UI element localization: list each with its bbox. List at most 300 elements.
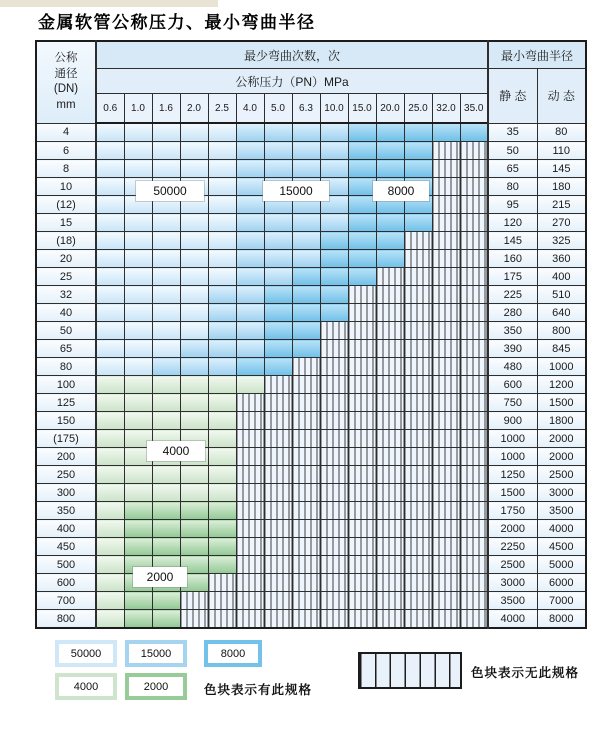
cell-no-spec	[432, 502, 460, 520]
cell-cycles-15000	[208, 286, 236, 304]
dynamic-value-cell: 2000	[537, 448, 586, 466]
cell-no-spec	[348, 358, 376, 376]
pressure-header-cell: 20.0	[376, 94, 404, 124]
cell-no-spec	[320, 340, 348, 358]
cell-no-spec	[460, 268, 488, 286]
cell-no-spec	[320, 484, 348, 502]
cell-cycles-50000	[124, 142, 152, 160]
cell-no-spec	[292, 520, 320, 538]
cell-no-spec	[264, 376, 292, 394]
cell-no-spec	[432, 304, 460, 322]
static-value-cell: 1750	[488, 502, 537, 520]
dn-cell: 350	[36, 502, 96, 520]
cell-no-spec	[432, 142, 460, 160]
pressure-header-cell: 10.0	[320, 94, 348, 124]
cell-no-spec	[348, 466, 376, 484]
cell-no-spec	[432, 340, 460, 358]
dn-cell: 20	[36, 250, 96, 268]
legend-swatch-2000	[125, 673, 187, 700]
table-row	[36, 412, 586, 430]
cell-cycles-2000	[208, 520, 236, 538]
cell-cycles-2000	[152, 538, 180, 556]
cell-cycles-15000	[320, 142, 348, 160]
cell-no-spec	[320, 376, 348, 394]
dn-cell: 700	[36, 592, 96, 610]
static-value-cell: 350	[488, 322, 537, 340]
cell-no-spec	[432, 178, 460, 196]
cell-cycles-8000	[320, 304, 348, 322]
table-row	[36, 286, 586, 304]
cell-no-spec	[292, 610, 320, 629]
cell-no-spec	[376, 538, 404, 556]
cell-no-spec	[404, 556, 432, 574]
table-row	[36, 340, 586, 358]
dn-cell: 500	[36, 556, 96, 574]
dn-cell: (175)	[36, 430, 96, 448]
pressure-header-cell: 25.0	[404, 94, 432, 124]
cell-no-spec	[376, 556, 404, 574]
dn-cell: 400	[36, 520, 96, 538]
cell-cycles-50000	[96, 232, 124, 250]
pressure-header-cell: 15.0	[348, 94, 376, 124]
cell-no-spec	[348, 610, 376, 629]
dn-cell: 4	[36, 123, 96, 142]
cell-cycles-50000	[152, 142, 180, 160]
static-value-cell: 3000	[488, 574, 537, 592]
cell-no-spec	[180, 610, 208, 629]
cell-cycles-8000	[292, 322, 320, 340]
cell-cycles-50000	[152, 268, 180, 286]
pressure-header-cell: 1.6	[152, 94, 180, 124]
cell-no-spec	[320, 592, 348, 610]
cell-no-spec	[320, 520, 348, 538]
cell-cycles-50000	[124, 358, 152, 376]
cell-no-spec	[432, 250, 460, 268]
legend-label-50000: 50000	[59, 644, 113, 663]
cell-no-spec	[320, 574, 348, 592]
cell-no-spec	[320, 448, 348, 466]
cell-no-spec	[264, 520, 292, 538]
pressure-header-cell: 6.3	[292, 94, 320, 124]
cell-cycles-50000	[208, 268, 236, 286]
dynamic-value-cell: 3500	[537, 502, 586, 520]
cell-no-spec	[320, 430, 348, 448]
cell-no-spec	[432, 322, 460, 340]
dn-cell: 40	[36, 304, 96, 322]
cell-no-spec	[236, 574, 264, 592]
cell-no-spec	[432, 412, 460, 430]
cell-cycles-8000	[264, 286, 292, 304]
cell-cycles-4000	[208, 484, 236, 502]
cell-no-spec	[292, 466, 320, 484]
static-value-cell: 390	[488, 340, 537, 358]
dynamic-value-cell: 1200	[537, 376, 586, 394]
cell-no-spec	[460, 556, 488, 574]
cell-cycles-15000	[236, 268, 264, 286]
cell-cycles-15000	[292, 160, 320, 178]
cell-cycles-2000	[124, 520, 152, 538]
cell-cycles-2000	[124, 592, 152, 610]
static-value-cell: 65	[488, 160, 537, 178]
cell-cycles-50000	[96, 196, 124, 214]
cell-cycles-8000	[292, 286, 320, 304]
cell-cycles-15000	[264, 160, 292, 178]
cell-cycles-50000	[124, 304, 152, 322]
cell-no-spec	[460, 340, 488, 358]
cell-no-spec	[460, 412, 488, 430]
static-value-cell: 600	[488, 376, 537, 394]
cell-cycles-50000	[124, 268, 152, 286]
pressure-header-cell: 2.5	[208, 94, 236, 124]
dn-cell: (12)	[36, 196, 96, 214]
static-value-cell: 1000	[488, 448, 537, 466]
static-value-cell: 175	[488, 268, 537, 286]
cell-cycles-4000	[180, 484, 208, 502]
cell-cycles-50000	[208, 178, 236, 196]
cell-cycles-15000	[236, 286, 264, 304]
cell-cycles-15000	[236, 214, 264, 232]
static-value-cell: 2250	[488, 538, 537, 556]
cell-no-spec	[460, 376, 488, 394]
legend-swatch-15000	[125, 640, 187, 667]
dynamic-value-cell: 2000	[537, 430, 586, 448]
cell-cycles-8000	[404, 160, 432, 178]
cell-cycles-50000	[96, 322, 124, 340]
cell-no-spec	[432, 196, 460, 214]
cell-no-spec	[460, 214, 488, 232]
cell-cycles-4000	[152, 466, 180, 484]
cell-no-spec	[432, 232, 460, 250]
cell-no-spec	[292, 448, 320, 466]
cell-no-spec	[264, 484, 292, 502]
cell-no-spec	[376, 286, 404, 304]
cell-cycles-4000	[208, 466, 236, 484]
table-row	[36, 214, 586, 232]
static-value-cell: 160	[488, 250, 537, 268]
cell-cycles-4000	[152, 394, 180, 412]
cell-no-spec	[348, 484, 376, 502]
static-value-cell: 225	[488, 286, 537, 304]
cell-no-spec	[320, 610, 348, 629]
cell-cycles-4000	[152, 484, 180, 502]
cell-cycles-2000	[180, 538, 208, 556]
legend-label-8000: 8000	[208, 644, 258, 663]
cell-no-spec	[432, 592, 460, 610]
cell-cycles-15000	[236, 232, 264, 250]
cell-no-spec	[348, 286, 376, 304]
cell-cycles-4000	[208, 394, 236, 412]
cell-no-spec	[292, 412, 320, 430]
cell-no-spec	[460, 484, 488, 502]
cell-no-spec	[432, 268, 460, 286]
cell-cycles-50000	[180, 286, 208, 304]
cell-no-spec	[460, 502, 488, 520]
dynamic-value-cell: 800	[537, 322, 586, 340]
cell-cycles-50000	[152, 286, 180, 304]
dynamic-value-cell: 6000	[537, 574, 586, 592]
cell-no-spec	[208, 592, 236, 610]
cycle-label-4000: 4000	[147, 441, 205, 461]
cell-cycles-15000	[180, 358, 208, 376]
cell-no-spec	[432, 160, 460, 178]
cell-cycles-8000	[348, 123, 376, 142]
cycles-header: 最少弯曲次数，次	[96, 41, 488, 69]
cell-no-spec	[264, 610, 292, 629]
cell-no-spec	[264, 412, 292, 430]
cell-no-spec	[292, 574, 320, 592]
cell-cycles-15000	[236, 160, 264, 178]
cell-cycles-8000	[348, 250, 376, 268]
table-row	[36, 160, 586, 178]
cell-no-spec	[432, 358, 460, 376]
legend-no-spec-swatch	[358, 652, 462, 689]
dynamic-value-cell: 640	[537, 304, 586, 322]
pressure-header-cell: 0.6	[96, 94, 124, 124]
cell-cycles-15000	[208, 340, 236, 358]
cell-no-spec	[264, 466, 292, 484]
table-row	[36, 574, 586, 592]
cell-cycles-50000	[96, 160, 124, 178]
cell-no-spec	[460, 520, 488, 538]
static-value-cell: 2000	[488, 520, 537, 538]
table-row	[36, 502, 586, 520]
cell-cycles-50000	[124, 286, 152, 304]
cell-no-spec	[404, 250, 432, 268]
cell-no-spec	[376, 502, 404, 520]
dn-cell: 65	[36, 340, 96, 358]
cell-no-spec	[348, 502, 376, 520]
cell-cycles-4000	[124, 412, 152, 430]
cell-cycles-4000	[96, 502, 124, 520]
cell-no-spec	[404, 394, 432, 412]
cell-cycles-15000	[236, 123, 264, 142]
cell-cycles-8000	[292, 340, 320, 358]
static-value-cell: 280	[488, 304, 537, 322]
cell-cycles-50000	[124, 214, 152, 232]
cell-cycles-8000	[376, 250, 404, 268]
cell-no-spec	[404, 574, 432, 592]
cell-no-spec	[236, 412, 264, 430]
cell-no-spec	[404, 232, 432, 250]
cell-no-spec	[292, 538, 320, 556]
cell-no-spec	[348, 304, 376, 322]
cell-cycles-4000	[180, 412, 208, 430]
cell-no-spec	[320, 538, 348, 556]
cell-no-spec	[460, 610, 488, 629]
cell-cycles-50000	[208, 160, 236, 178]
cell-cycles-15000	[292, 123, 320, 142]
cell-cycles-8000	[348, 178, 376, 196]
cell-cycles-4000	[236, 376, 264, 394]
cell-no-spec	[432, 214, 460, 232]
dn-cell: 10	[36, 178, 96, 196]
cell-cycles-4000	[208, 376, 236, 394]
dynamic-value-cell: 2500	[537, 466, 586, 484]
cell-cycles-15000	[208, 304, 236, 322]
cell-cycles-8000	[376, 214, 404, 232]
cell-no-spec	[348, 376, 376, 394]
legend-swatch-8000	[204, 640, 262, 667]
cell-cycles-8000	[460, 123, 488, 142]
cell-cycles-4000	[180, 394, 208, 412]
cell-no-spec	[404, 322, 432, 340]
cell-cycles-50000	[124, 340, 152, 358]
cell-no-spec	[432, 466, 460, 484]
legend-no-spec-note: 色块表示无此规格	[471, 666, 580, 680]
pressure-header-cell: 4.0	[236, 94, 264, 124]
cell-cycles-4000	[152, 376, 180, 394]
static-column-header: 静 态	[488, 69, 537, 124]
dn-cell: 450	[36, 538, 96, 556]
cell-cycles-2000	[152, 610, 180, 629]
cell-cycles-50000	[152, 340, 180, 358]
cell-cycles-2000	[180, 502, 208, 520]
cell-no-spec	[236, 430, 264, 448]
cell-cycles-15000	[264, 250, 292, 268]
cell-no-spec	[376, 466, 404, 484]
dynamic-value-cell: 80	[537, 123, 586, 142]
table-row	[36, 592, 586, 610]
cell-cycles-50000	[208, 123, 236, 142]
cell-no-spec	[320, 502, 348, 520]
cell-cycles-4000	[96, 556, 124, 574]
cell-no-spec	[460, 358, 488, 376]
dn-cell: 200	[36, 448, 96, 466]
cell-cycles-15000	[236, 178, 264, 196]
cell-cycles-2000	[208, 556, 236, 574]
cell-no-spec	[208, 610, 236, 629]
table-row	[36, 538, 586, 556]
table-row	[36, 123, 586, 142]
cell-no-spec	[320, 322, 348, 340]
dynamic-value-cell: 325	[537, 232, 586, 250]
pressure-header-cell: 1.0	[124, 94, 152, 124]
dynamic-value-cell: 400	[537, 268, 586, 286]
cell-cycles-15000	[208, 358, 236, 376]
cell-no-spec	[432, 376, 460, 394]
dn-cell: 15	[36, 214, 96, 232]
pn-header: 公称压力（PN）MPa	[96, 69, 488, 94]
cell-no-spec	[236, 592, 264, 610]
cell-cycles-50000	[180, 142, 208, 160]
cell-cycles-15000	[152, 358, 180, 376]
dn-cell: 50	[36, 322, 96, 340]
cell-no-spec	[404, 502, 432, 520]
cell-no-spec	[348, 592, 376, 610]
table-row	[36, 142, 586, 160]
cell-cycles-4000	[124, 394, 152, 412]
table-row	[36, 556, 586, 574]
cell-no-spec	[432, 538, 460, 556]
cell-no-spec	[432, 484, 460, 502]
cell-no-spec	[236, 448, 264, 466]
cell-no-spec	[292, 592, 320, 610]
scan-edge-artifact	[0, 0, 218, 7]
cell-cycles-8000	[376, 142, 404, 160]
cell-no-spec	[348, 430, 376, 448]
cell-cycles-15000	[236, 250, 264, 268]
cell-cycles-50000	[96, 268, 124, 286]
cell-cycles-50000	[208, 142, 236, 160]
cell-no-spec	[404, 592, 432, 610]
cell-cycles-4000	[96, 574, 124, 592]
cell-no-spec	[348, 394, 376, 412]
cell-no-spec	[460, 466, 488, 484]
cell-no-spec	[404, 340, 432, 358]
cell-no-spec	[292, 376, 320, 394]
cell-cycles-50000	[124, 322, 152, 340]
cell-cycles-4000	[96, 466, 124, 484]
legend-label-2000: 2000	[129, 677, 183, 696]
cell-cycles-4000	[124, 466, 152, 484]
cell-cycles-50000	[152, 304, 180, 322]
static-value-cell: 750	[488, 394, 537, 412]
dynamic-value-cell: 3000	[537, 484, 586, 502]
dn-cell: 80	[36, 358, 96, 376]
static-value-cell: 95	[488, 196, 537, 214]
table-row	[36, 250, 586, 268]
cell-cycles-4000	[180, 376, 208, 394]
cell-no-spec	[376, 610, 404, 629]
cell-cycles-8000	[376, 123, 404, 142]
cell-cycles-8000	[292, 304, 320, 322]
cell-no-spec	[432, 574, 460, 592]
table-row	[36, 610, 586, 629]
cell-no-spec	[376, 574, 404, 592]
cell-no-spec	[264, 592, 292, 610]
cell-cycles-8000	[404, 214, 432, 232]
cell-no-spec	[348, 412, 376, 430]
dn-cell: 800	[36, 610, 96, 629]
cell-no-spec	[320, 556, 348, 574]
cell-no-spec	[236, 520, 264, 538]
cell-cycles-50000	[96, 123, 124, 142]
cell-cycles-8000	[320, 250, 348, 268]
static-value-cell: 35	[488, 123, 537, 142]
cell-no-spec	[264, 538, 292, 556]
cell-no-spec	[376, 484, 404, 502]
cell-cycles-8000	[264, 358, 292, 376]
dynamic-value-cell: 510	[537, 286, 586, 304]
cell-cycles-50000	[180, 232, 208, 250]
cell-cycles-50000	[96, 358, 124, 376]
legend-label-15000: 15000	[129, 644, 183, 663]
cell-cycles-8000	[264, 340, 292, 358]
dynamic-value-cell: 5000	[537, 556, 586, 574]
dynamic-value-cell: 180	[537, 178, 586, 196]
cell-cycles-4000	[96, 520, 124, 538]
static-value-cell: 80	[488, 178, 537, 196]
cycle-label-15000: 15000	[263, 181, 329, 201]
cell-cycles-50000	[124, 160, 152, 178]
cell-cycles-15000	[292, 232, 320, 250]
cell-cycles-4000	[152, 412, 180, 430]
cell-cycles-50000	[180, 268, 208, 286]
cell-cycles-8000	[432, 123, 460, 142]
dn-cell: 100	[36, 376, 96, 394]
cell-no-spec	[292, 484, 320, 502]
cell-cycles-2000	[180, 520, 208, 538]
dynamic-value-cell: 7000	[537, 592, 586, 610]
cell-cycles-15000	[264, 142, 292, 160]
cell-no-spec	[348, 448, 376, 466]
pressure-header-cell: 5.0	[264, 94, 292, 124]
cell-cycles-8000	[320, 286, 348, 304]
cell-no-spec	[376, 520, 404, 538]
cell-cycles-4000	[208, 430, 236, 448]
cell-cycles-8000	[348, 160, 376, 178]
cell-cycles-4000	[124, 484, 152, 502]
